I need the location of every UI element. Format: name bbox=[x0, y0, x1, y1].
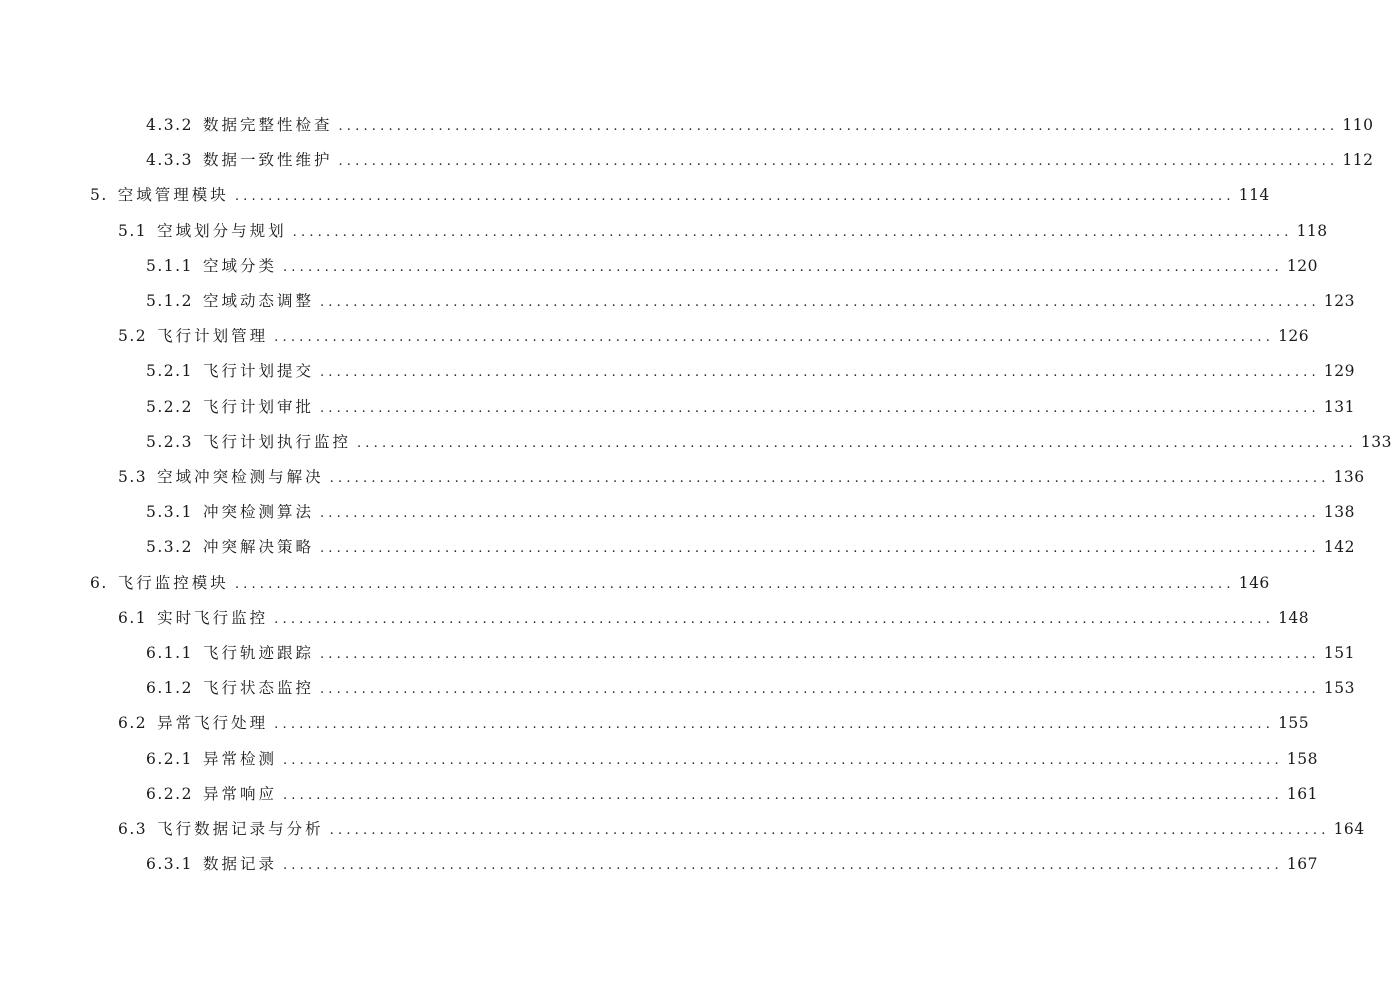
dot-leader: ........................................................................................................................ bbox=[329, 823, 1330, 838]
section-title: 数据记录 bbox=[202, 855, 277, 874]
section-title: 飞行轨迹跟踪 bbox=[202, 644, 314, 662]
section-title: 空域动态调整 bbox=[202, 292, 314, 310]
dot-leader: ........................................................................................................................ bbox=[356, 435, 1357, 451]
section-title: 飞行计划管理 bbox=[157, 327, 269, 346]
toc-entry[interactable] bbox=[146, 643, 1355, 665]
dot-leader: ........................................................................................................................ bbox=[319, 682, 1320, 698]
dot-leader: ........................................................................................................................ bbox=[319, 295, 1320, 310]
section-number: 6. bbox=[90, 573, 108, 592]
page-number: 151 bbox=[1323, 644, 1355, 662]
dot-leader: ........................................................................................................................ bbox=[319, 365, 1320, 381]
section-title: 异常检测 bbox=[202, 749, 277, 768]
toc-entry[interactable] bbox=[118, 221, 1328, 243]
toc-entry[interactable] bbox=[118, 713, 1310, 735]
section-number: 5.1.2 bbox=[146, 292, 193, 310]
page-number: 161 bbox=[1286, 784, 1318, 803]
dot-leader: ........................................................................................................................ bbox=[319, 506, 1320, 522]
section-title: 飞行计划执行监控 bbox=[202, 432, 351, 451]
section-number: 5.2.1 bbox=[146, 362, 193, 381]
dot-leader: ........................................................................................................................ bbox=[319, 647, 1320, 662]
toc-entry[interactable] bbox=[146, 502, 1355, 524]
page-number: 110 bbox=[1342, 116, 1374, 134]
section-title: 飞行数据记录与分析 bbox=[157, 820, 324, 838]
toc-entry[interactable] bbox=[146, 749, 1318, 771]
page-number: 146 bbox=[1238, 573, 1270, 592]
section-number: 5.3 bbox=[118, 468, 148, 486]
page-number: 155 bbox=[1278, 714, 1310, 733]
section-title: 空域划分与规划 bbox=[157, 221, 287, 240]
section-title: 空域管理模块 bbox=[117, 186, 229, 205]
section-title: 飞行计划审批 bbox=[202, 397, 314, 416]
dot-leader: ........................................................................................................................ bbox=[338, 154, 1339, 170]
section-title: 飞行监控模块 bbox=[117, 573, 229, 592]
dot-leader: ........................................................................................................................ bbox=[292, 224, 1293, 240]
dot-leader: ........................................................................................................................ bbox=[234, 576, 1235, 592]
section-title: 冲突解决策略 bbox=[202, 538, 314, 557]
toc-entry[interactable] bbox=[118, 467, 1365, 489]
page-number: 136 bbox=[1333, 468, 1365, 486]
section-number: 6.3 bbox=[118, 820, 148, 838]
dot-leader: ........................................................................................................................ bbox=[282, 787, 1283, 803]
section-number: 5.2 bbox=[118, 327, 148, 346]
page-number: 142 bbox=[1323, 538, 1355, 557]
page-number: 129 bbox=[1323, 362, 1355, 381]
section-number: 6.1.1 bbox=[146, 644, 193, 662]
section-title: 数据一致性维护 bbox=[202, 151, 333, 170]
page-number: 158 bbox=[1286, 749, 1318, 768]
page-number: 114 bbox=[1238, 186, 1270, 205]
toc-entry[interactable] bbox=[146, 397, 1355, 419]
page-number: 148 bbox=[1278, 608, 1310, 627]
page-number: 131 bbox=[1323, 397, 1355, 416]
section-number: 4.3.2 bbox=[146, 116, 193, 134]
toc-entry[interactable] bbox=[146, 291, 1355, 313]
toc-entry[interactable] bbox=[146, 150, 1374, 172]
section-title: 异常飞行处理 bbox=[157, 714, 269, 733]
page-number: 126 bbox=[1278, 327, 1310, 346]
dot-leader: ........................................................................................................................ bbox=[329, 471, 1330, 486]
dot-leader: ........................................................................................................................ bbox=[274, 330, 1275, 346]
dot-leader: ........................................................................................................................ bbox=[319, 400, 1320, 416]
dot-leader: ........................................................................................................................ bbox=[338, 119, 1339, 134]
toc-entry[interactable] bbox=[146, 784, 1318, 806]
toc-entry[interactable] bbox=[146, 432, 1392, 454]
section-title: 冲突检测算法 bbox=[202, 503, 314, 522]
page-number: 153 bbox=[1323, 679, 1355, 698]
dot-leader: ........................................................................................................................ bbox=[282, 752, 1283, 768]
section-number: 6.1.2 bbox=[146, 679, 193, 698]
section-title: 数据完整性检查 bbox=[202, 116, 333, 134]
section-number: 6.2 bbox=[118, 714, 148, 733]
dot-leader: ........................................................................................................................ bbox=[319, 541, 1320, 557]
toc-entry[interactable] bbox=[118, 608, 1310, 630]
section-title: 空域分类 bbox=[202, 256, 277, 275]
toc-entry[interactable] bbox=[90, 185, 1270, 207]
section-number: 6.2.1 bbox=[146, 749, 193, 768]
toc-entry[interactable] bbox=[146, 678, 1355, 700]
section-number: 5.2.3 bbox=[146, 432, 193, 451]
page-number: 164 bbox=[1333, 820, 1365, 838]
dot-leader: ........................................................................................................................ bbox=[274, 717, 1275, 733]
toc-entry[interactable] bbox=[146, 256, 1318, 278]
section-number: 6.1 bbox=[118, 608, 148, 627]
page-number: 118 bbox=[1296, 221, 1328, 240]
dot-leader: ........................................................................................................................ bbox=[282, 259, 1283, 275]
page-number: 112 bbox=[1342, 151, 1374, 170]
toc-entry[interactable] bbox=[146, 115, 1374, 137]
toc-entry[interactable] bbox=[146, 854, 1318, 876]
page-number: 138 bbox=[1323, 503, 1355, 522]
section-title: 异常响应 bbox=[202, 784, 277, 803]
toc-entry[interactable] bbox=[118, 819, 1365, 841]
toc-entry[interactable] bbox=[146, 361, 1355, 383]
dot-leader: ........................................................................................................................ bbox=[282, 858, 1283, 874]
dot-leader: ........................................................................................................................ bbox=[234, 189, 1235, 205]
page-number: 123 bbox=[1323, 292, 1355, 310]
dot-leader: ........................................................................................................................ bbox=[274, 611, 1275, 627]
section-title: 飞行状态监控 bbox=[202, 679, 314, 698]
section-title: 飞行计划提交 bbox=[202, 362, 314, 381]
section-title: 实时飞行监控 bbox=[157, 608, 269, 627]
toc-entry[interactable] bbox=[118, 326, 1310, 348]
section-number: 5. bbox=[90, 186, 108, 205]
section-number: 5.1.1 bbox=[146, 256, 193, 275]
page-number: 133 bbox=[1360, 432, 1392, 451]
toc-entry[interactable] bbox=[146, 537, 1355, 559]
section-title: 空域冲突检测与解决 bbox=[157, 468, 324, 486]
section-number: 5.3.1 bbox=[146, 503, 193, 522]
section-number: 5.1 bbox=[118, 221, 148, 240]
section-number: 4.3.3 bbox=[146, 151, 193, 170]
toc-entry[interactable] bbox=[90, 573, 1270, 595]
section-number: 6.3.1 bbox=[146, 855, 193, 874]
section-number: 5.3.2 bbox=[146, 538, 193, 557]
page-number: 167 bbox=[1286, 855, 1318, 874]
page-number: 120 bbox=[1286, 256, 1318, 275]
section-number: 5.2.2 bbox=[146, 397, 193, 416]
section-number: 6.2.2 bbox=[146, 784, 193, 803]
